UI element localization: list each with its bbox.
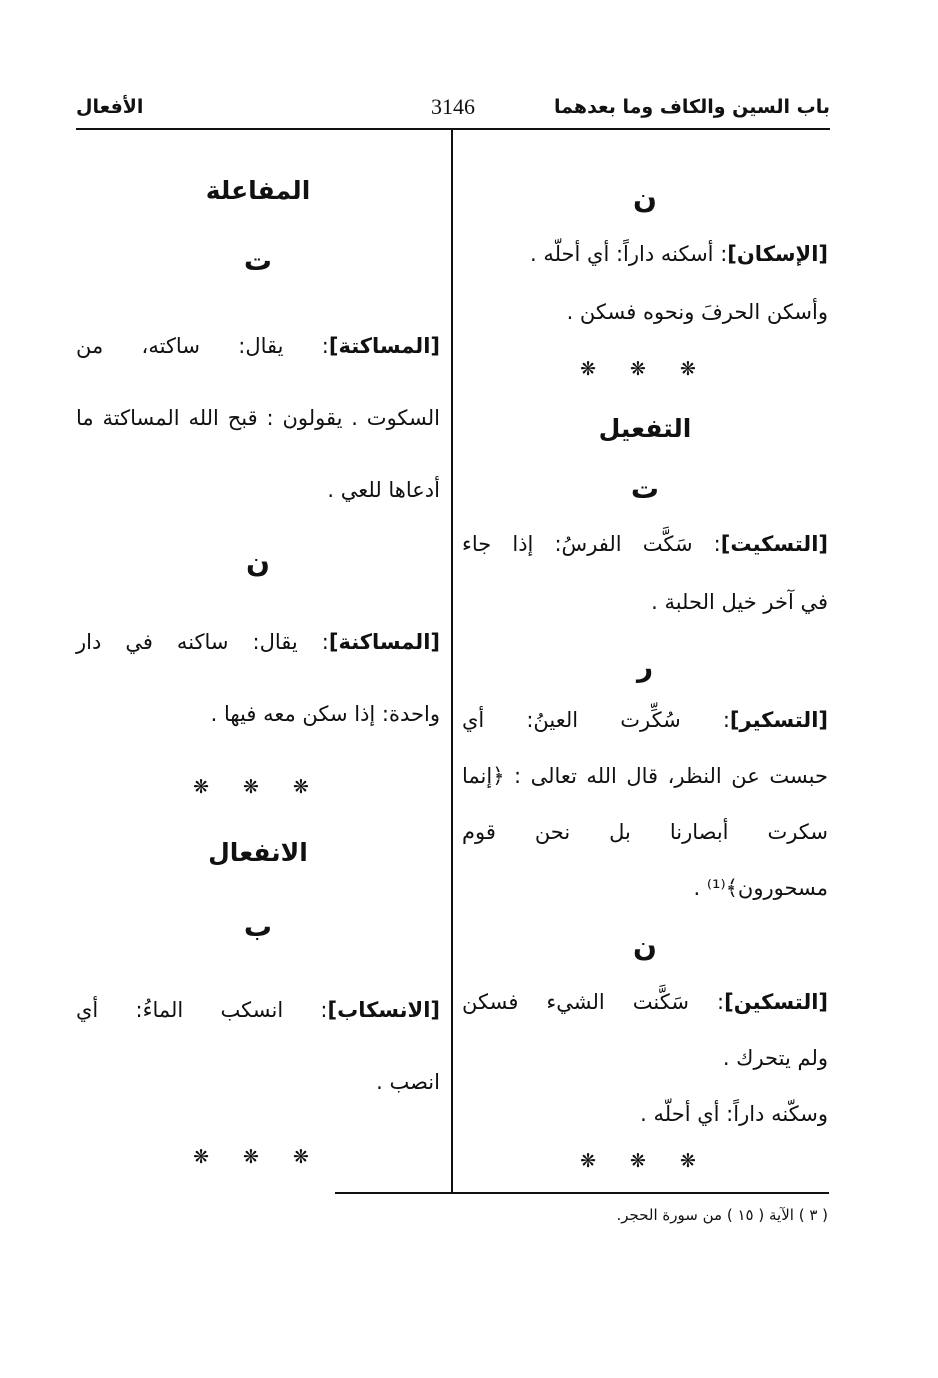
entry-taskit (462, 532, 828, 556)
letter-heading-ba: ب (243, 910, 273, 943)
entry-line: انصب . (376, 1070, 440, 1094)
letter-heading-ta: ت (243, 244, 273, 277)
section-separator-stars: ❋ ❋ ❋ (580, 358, 710, 380)
letter-heading-nun: ن (246, 546, 270, 579)
entry-text: : سُكِّرت العينُ: أي (462, 708, 730, 732)
entry-text: : يقال: ساكنه في دار (76, 630, 329, 654)
entry-iskan (530, 242, 828, 266)
entry-line: ولم يتحرك . (722, 1046, 828, 1070)
section-separator-stars: ❋ ❋ ❋ (193, 1146, 323, 1168)
entry-text: : يقال: ساكته، من (76, 334, 329, 358)
entry-line: السكوت . يقولون : قبح الله المساكتة ما (76, 406, 440, 430)
chapter-title: باب السين والكاف وما بعدهما (554, 96, 830, 118)
entry-text: : سَكَّت الفرسُ: إذا جاء (462, 532, 721, 556)
section-title: الأفعال (76, 96, 144, 118)
entry-musakata (76, 334, 440, 358)
page-number: 3146 (431, 94, 475, 119)
entry-line: حبست عن النظر، قال الله تعالى : ﴿إنما (462, 764, 828, 788)
entry-line: واحدة: إذا سكن معه فيها . (210, 702, 440, 726)
entry-line: وأسكن الحرفَ ونحوه فسكن . (566, 300, 828, 324)
footnote: ( ٣ ) الآية ( ١٥ ) من سورة الحجر. (616, 1206, 828, 1224)
column-divider (451, 130, 453, 1192)
letter-heading-ra: ر (636, 650, 654, 683)
heading-mufa3ala: المفاعلة (205, 176, 311, 205)
entry-term: [التسكين] (724, 990, 828, 1014)
entry-line: مسحورون﴾⁽¹⁾ . (693, 876, 828, 900)
page-header (76, 88, 830, 130)
entry-taskir (462, 708, 828, 732)
entry-term: [الانسكاب] (327, 998, 440, 1022)
entry-text: : انسكب الماءُ: أي (76, 998, 328, 1022)
entry-text: : أسكنه داراً: أي أحلّه . (529, 242, 728, 266)
entry-line: وسكّنه داراً: أي أحلّه . (640, 1102, 828, 1126)
entry-text: : سَكَّنت الشيء فسكن (462, 990, 725, 1014)
entry-line: أدعاها للعي . (327, 478, 440, 502)
heading-taf3il: التفعيل (598, 414, 692, 443)
entry-term: [المساكتة] (328, 334, 440, 358)
heading-infi3al: الانفعال (208, 838, 308, 867)
entry-line: في آخر خيل الحلبة . (651, 590, 828, 614)
entry-term: [التسكيت] (720, 532, 828, 556)
entry-musakana (76, 630, 440, 654)
entry-term: [الإسكان] (727, 242, 828, 266)
entry-term: [التسكير] (729, 708, 828, 732)
letter-heading-nun: ن (633, 930, 657, 963)
entry-term: [المساكنة] (328, 630, 440, 654)
section-separator-stars: ❋ ❋ ❋ (193, 776, 323, 798)
entry-line: سكرت أبصارنا بل نحن قوم (462, 820, 828, 844)
letter-heading-nun: ن (633, 182, 657, 215)
section-separator-stars: ❋ ❋ ❋ (580, 1150, 710, 1172)
entry-insikab (76, 998, 440, 1022)
entry-taskin (462, 990, 828, 1014)
letter-heading-ta: ت (630, 472, 660, 505)
footnote-rule (335, 1192, 829, 1194)
